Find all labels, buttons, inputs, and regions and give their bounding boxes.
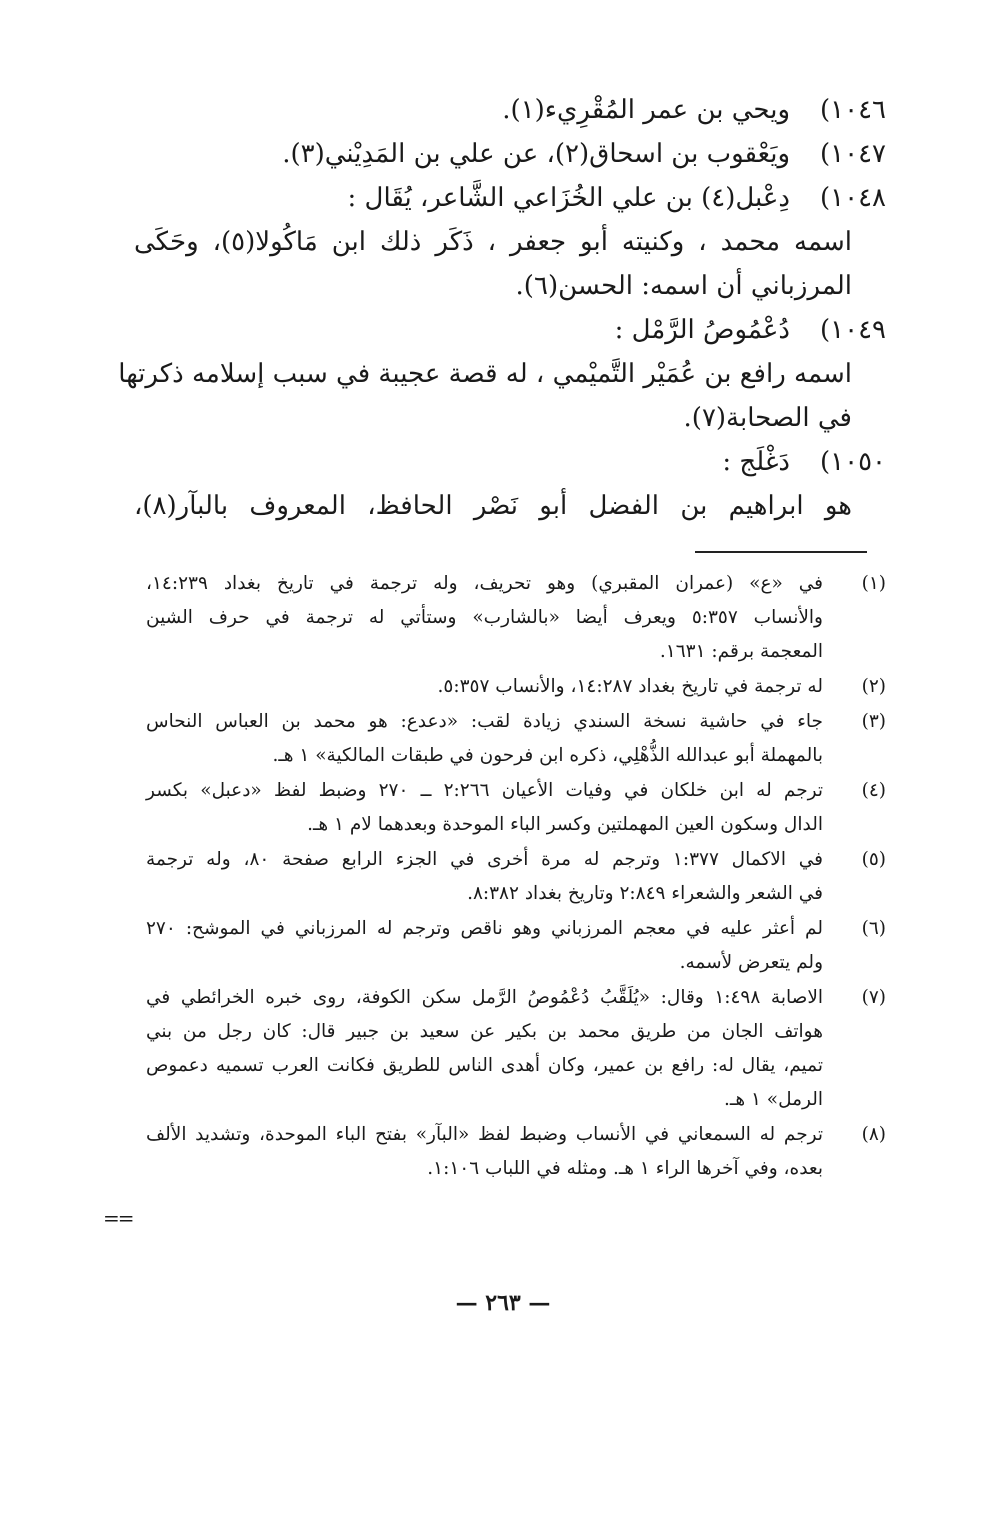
entry-body-line: اسمه محمد ، وكنيته أبو جعفر ، ذَكَر ذلك ابن مَاكُولا(٥)، وحَكَى <box>134 227 852 257</box>
footnote-7 <box>146 981 886 1117</box>
entry-body-line: المرزباني أن اسمه: الحسن(٦). <box>515 271 852 301</box>
footnote-line: الدال وسكون العين المهملتين وكسر الباء الموحدة وبعدهما لام ١ هـ. <box>307 814 823 835</box>
footnote-number: (٤) <box>861 780 886 801</box>
footnote-line: الرمل» ١ هـ. <box>724 1089 823 1110</box>
main-text <box>118 88 886 528</box>
footnote-number: (٦) <box>861 918 886 939</box>
entry-body-line: في الصحابة(٧). <box>683 403 852 433</box>
footnote-number: (٥) <box>861 849 886 870</box>
footnote-line: ترجم له السمعاني في الأنساب وضبط لفظ «البآر» بفتح الباء الموحدة، وتشديد الألف <box>146 1124 823 1145</box>
entry-heading: دَغْلَج : <box>722 447 790 477</box>
entry-number: ١٠٥٠) <box>819 447 886 477</box>
footnote-5 <box>146 843 886 911</box>
footnote-line: تميم، يقال له: رافع بن عمير، وكان أهدى الناس للطريق فكانت العرب تسميه دعموص <box>146 1055 823 1076</box>
margin-mark: == <box>103 1206 133 1230</box>
footnote-separator <box>695 551 867 553</box>
page-number: — ٢٦٣ — <box>455 1290 551 1316</box>
footnotes <box>146 567 886 1187</box>
footnote-line: هواتف الجان من طريق محمد بن بكير عن سعيد بن جبير قال: كان رجل من بني <box>146 1021 823 1042</box>
footnote-line: لم أعثر عليه في معجم المرزباني وهو ناقص وترجم له المرزباني في الموشح: ٢٧٠ <box>146 918 823 939</box>
entry-1048 <box>126 176 886 220</box>
entry-heading: ويحي بن عمر المُقْرِيء(١). <box>502 95 790 125</box>
entry-1046 <box>126 88 886 132</box>
entry-heading: دِعْبل(٤) بن علي الخُزَاعي الشَّاعر، يُقَال : <box>347 183 790 213</box>
footnote-6 <box>146 912 886 980</box>
footnote-line: جاء في حاشية نسخة السندي زيادة لقب: «دعدع: هو محمد بن العباس النحاس <box>146 711 823 732</box>
entry-heading: ويَعْقوب بن اسحاق(٢)، عن علي بن المَدِيْني(٣). <box>282 139 790 169</box>
footnote-line: والأنساب ٥:٣٥٧ ويعرف أيضا «بالشارب» وستأتي له ترجمة في حرف الشين <box>146 607 823 628</box>
entry-number: ١٠٤٧) <box>819 139 886 169</box>
footnote-number: (١) <box>861 573 886 594</box>
footnote-line: الاصابة ١:٤٩٨ وقال: «يُلَقَّبُ دُعْمُوصُ الرَّمل سكن الكوفة، روى خبره الخرائطي في <box>146 987 824 1008</box>
footnote-number: (٣) <box>861 711 886 732</box>
footnote-number: (٢) <box>861 676 886 697</box>
footnote-line: في الاكمال ١:٣٧٧ وترجم له مرة أخرى في الجزء الرابع صفحة ٨٠، وله ترجمة <box>146 849 823 870</box>
entry-heading: دُعْمُوصُ الرَّمْل : <box>614 315 790 345</box>
entry-number: ١٠٤٦) <box>819 95 886 125</box>
entry-number: ١٠٤٨) <box>819 183 886 213</box>
footnote-line: المعجمة برقم: ١٦٣١. <box>659 641 823 662</box>
footnote-line: بعده، وفي آخرها الراء ١ هـ. ومثله في اللباب ١:١٠٦. <box>427 1158 823 1179</box>
entry-number: ١٠٤٩) <box>819 315 886 345</box>
footnote-line: بالمهملة أبو عبدالله الذُّهْلِي، ذكره ابن فرحون في طبقات المالكية» ١ هـ. <box>272 745 823 766</box>
entry-body-line: هو ابراهيم بن الفضل أبو نَصْر الحافظ، المعروف بالبآر(٨)، <box>134 491 852 521</box>
footnote-line: ولم يتعرض لأسمه. <box>679 952 823 973</box>
footnote-line: في «ع» (عمران المقبري) وهو تحريف، وله ترجمة في تاريخ بغداد ١٤:٢٣٩، <box>146 573 823 594</box>
entry-body-line: اسمه رافع بن عُمَيْر التَّميْمي ، له قصة عجيبة في سبب إسلامه ذكرتها <box>118 359 852 389</box>
footnote-4 <box>146 774 886 842</box>
footnote-2 <box>146 670 886 704</box>
entry-1047 <box>126 132 886 176</box>
footnote-8 <box>146 1118 886 1186</box>
footnote-1 <box>146 567 886 669</box>
footnote-number: (٧) <box>861 987 886 1008</box>
footnote-line: في الشعر والشعراء ٢:٨٤٩ وتاريخ بغداد ٨:٣٨٢. <box>467 883 823 904</box>
entry-1049 <box>126 308 886 352</box>
footnote-3 <box>146 705 886 773</box>
footnote-line: له ترجمة في تاريخ بغداد ١٤:٢٨٧، والأنساب ٥:٣٥٧. <box>437 676 823 697</box>
entry-1050 <box>126 440 886 484</box>
footnote-number: (٨) <box>861 1124 886 1145</box>
footnote-line: ترجم له ابن خلكان في وفيات الأعيان ٢:٢٦٦ ــ ٢٧٠ وضبط لفظ «دعبل» بكسر <box>146 780 824 801</box>
